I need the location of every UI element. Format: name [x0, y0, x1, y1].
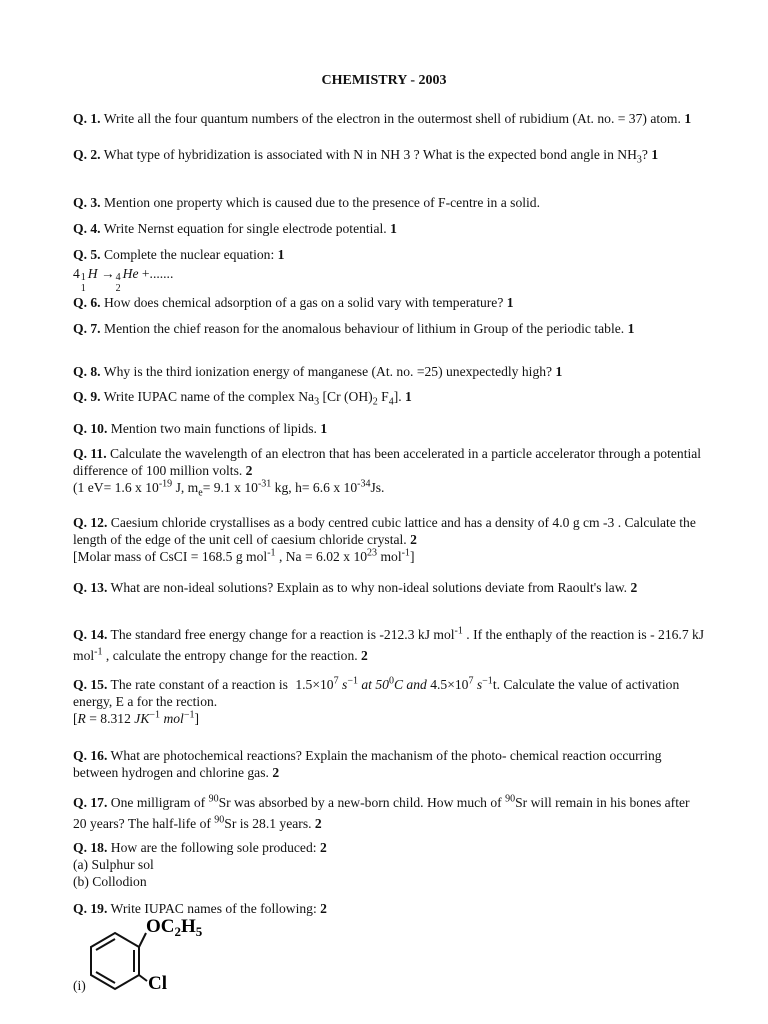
question-10: Q. 10. Mention two main functions of lipids. 1 [73, 421, 328, 436]
question-2: Q. 2. What type of hybridization is associated with N in NH 3 ? What is the expected bond angle in $NH_3$? 1 [73, 147, 659, 166]
benzene-structure [84, 915, 234, 1005]
page-title: CHEMISTRY - 2003 [321, 73, 447, 88]
constants-line: (1 eV= 1.6 x $10^{-19}$ J, $m_e= 9.1$ x $10^{-31}$ kg, h= 6.6 x $10^{-34}Js$. [73, 478, 385, 499]
rate-constant-formula: $1.5\times 10^7$ $s^{-1}$ at $50^0C$ and $4.5\times 10^7$ $s^{-1}$ [295, 675, 493, 692]
question-13: Q. 13. What are non-ideal solutions? Explain as to why non-ideal solutions deviate from Raoult's law. 2 [73, 580, 638, 595]
question-19: Q. 19. Write IUPAC names of the following: 2 [73, 901, 327, 916]
question-16: Q. 16. What are photochemical reactions? Explain the machanism of the photo- chemical reaction occurring between hydrogen and chlorine gas. 2 [73, 748, 662, 780]
chloro-group: Cl [148, 973, 167, 994]
sub-label-i: (i) [73, 978, 86, 993]
question-17: Q. 17. One milligram of $^{90}$Sr was absorbed by a new-born child. How much of $^{90}$Sr will remain in his bones after 20 years? The half-life of $^{90}$Sr is 28.1 years. 2 [73, 793, 690, 831]
question-6: Q. 6. How does chemical adsorption of a gas on a solid vary with temperature? 1 [73, 295, 514, 310]
option-a: (a) Sulphur sol [73, 857, 154, 872]
question-5: Q. 5. Complete the nuclear equation: 1 4 1 1 H → 4 2 He +....... [73, 246, 705, 282]
option-b: (b) Collodion [73, 874, 147, 889]
question-9: Q. 9. Write IUPAC name of the complex $Na_3$ [Cr $(OH)_2$ $F_4$]. 1 [73, 389, 412, 408]
question-3: Q. 3. Mention one property which is caused due to the presence of F-centre in a solid. [73, 195, 540, 210]
question-1: Q. 1. Write all the four quantum numbers of the electron in the outermost shell of rubidium (At. no. = 37) atom. 1 [73, 111, 692, 126]
nuclear-equation: 4 1 1 H → 4 2 He +....... [73, 266, 174, 294]
bond-line [139, 975, 147, 981]
question-7: Q. 7. Mention the chief reason for the anomalous behaviour of lithium in Group of the periodic table. 1 [73, 321, 635, 336]
question-11: Q. 11. Calculate the wavelength of an electron that has been accelerated in a particle accelerator through a potential difference of 100 million volts. 2 (1 eV= 1.6 x $10^{-19}$ J, $m_e= 9.1$ x $10^{-31}$ kg, h= 6.6 x $10^{-34}Js$. [73, 446, 702, 499]
ethoxy-group: $OC_2H_5$ [146, 916, 203, 939]
question-4: Q. 4. Write Nernst equation for single electrode potential. 1 [73, 221, 397, 236]
gas-constant: [R = 8.312 $JK^{-1}$ mol$^{-1}$] [73, 709, 200, 726]
bond-line [139, 933, 146, 947]
question-12: Q. 12. Caesium chloride crystallises as a body centred cubic lattice and has a density of 4.0 g cm -3 . Calculate the length of the edge of the unit cell of caesium chloride crystal. 2 [Molar mass of CsCI = 168.5 g mol$^{-1}$ , Na = 6.02 x $10^{23}$ mol$^{-1}$] [73, 515, 696, 564]
question-15: Q. 15. The rate constant of a reaction is $1.5\times 10^7$ $s^{-1}$ at $50^0C$ and $4.5\times 10^7$ $s^{-1}t$. Calculate the value of activation energy, E a for the rection. [R = 8.312 $JK^{-1}$ mol$^{-1}$] [73, 675, 680, 726]
question-14: Q. 14. The standard free energy change for a reaction is -212.3 kJ mol$^{-1}$ . If the enthaply of the reaction is - 216.7 kJ mol$^{-1}$ , calculate the entropy change for the reaction. 2 [73, 625, 705, 663]
molar-mass-line: [Molar mass of CsCI = 168.5 g mol$^{-1}$ , Na = 6.02 x $10^{23}$ mol$^{-1}$] [73, 547, 415, 564]
benzene-ring [91, 933, 139, 989]
question-8: Q. 8. Why is the third ionization energy of manganese (At. no. =25) unexpectedly high? 1 [73, 364, 563, 379]
double-bond [96, 939, 115, 950]
double-bond [96, 972, 115, 983]
question-18: Q. 18. How are the following sole produced: 2 (a) Sulphur sol (b) Collodion [73, 840, 327, 889]
